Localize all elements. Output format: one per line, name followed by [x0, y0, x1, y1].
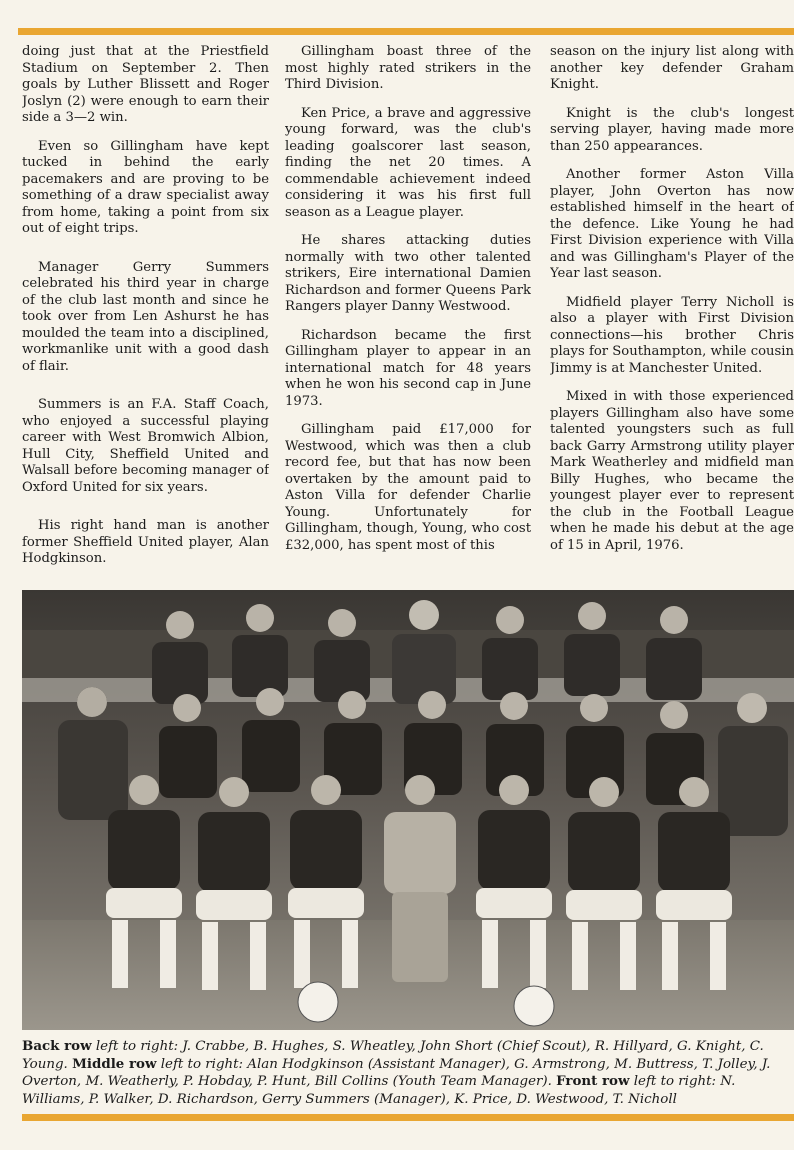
caption-front-row-names: left to right: N. Williams, P. Walker, D. Richardson, Gerry Summers (Manager), K. Price, D. Westwood, T. Nicholl — [22, 1074, 736, 1107]
paragraph: Knight is the club's longest serving player, having made more than 250 appearances. — [550, 105, 794, 154]
paragraph: season on the injury list along with another key defender Graham Knight. — [550, 44, 794, 92]
caption-back-row-label: Back row — [22, 1038, 92, 1054]
photo-caption — [22, 1038, 794, 1108]
caption-front-row-label: Front row — [556, 1073, 630, 1089]
paragraph: His right hand man is another former Sheffield United player, Alan Hodgkinson. — [22, 518, 269, 566]
paragraph: Mixed in with those experienced players Gillingham also have some talented youngsters such as full back Garry Armstrong utility player Mark Weatherley and midfield man Billy Hughes, who became the youngest player ever to represent the club in the Football League when he made his debut at the age of 15 in April, 1976. — [550, 389, 794, 553]
paragraph: Midfield player Terry Nicholl is also a player with First Division connections—his brother Chris plays for Southampton, while cousin Jimmy is at Manchester United. — [550, 294, 794, 376]
paragraph: Ken Price, a brave and aggressive young forward, was the club's leading goalscorer last season, finding the net 20 times. A commendable achievement indeed considering it was his first full season as a League player. — [285, 105, 531, 220]
paragraph: Gillingham boast three of the most highly rated strikers in the Third Division. — [285, 44, 531, 92]
team-photo-illustration — [22, 590, 794, 1030]
paragraph: Richardson became the first Gillingham player to appear in an international match for 48 years when he won his second cap in June 1973. — [285, 327, 531, 409]
caption-middle-row-label: Middle row — [72, 1055, 157, 1072]
paragraph: Summers is an F.A. Staff Coach, who enjoyed a successful playing career with West Bromwich Albion, Hull City, Sheffield United and Walsall before becoming manager of Oxford United for six years. — [22, 397, 269, 495]
article-column-3 — [550, 44, 794, 589]
paragraph: Even so Gillingham have kept tucked in behind the early pacemakers and are proving to be something of a draw specialist away from home, taking a point from six out of eight trips. — [22, 138, 269, 236]
article-column-1 — [22, 44, 269, 589]
caption-back-row-names: left to right: J. Crabbe, B. Hughes, S. Wheatley, John Short (Chief Scout), R. Hillyard, G. Knight, C. Young. — [22, 1039, 764, 1072]
bottom-accent-rule — [22, 1114, 794, 1121]
paragraph: Manager Gerry Summers celebrated his third year in charge of the club last month and since he took over from Len Ashurst he has moulded the team into a disciplined, workmanlike unit with a good dash of flair. — [22, 259, 269, 374]
paragraph: doing just that at the Priestfield Stadium on September 2. Then goals by Luther Blissett and Roger Joslyn (2) were enough to earn their side a 3—2 win. — [22, 44, 269, 125]
paragraph: Gillingham paid £17,000 for Westwood, which was then a club record fee, but that has now been overtaken by the amount paid to Aston Villa for defender Charlie Young. Unfortunately for Gillingham, though, Young, who cost £32,000, has spent most of this — [285, 422, 531, 553]
top-accent-rule — [18, 28, 794, 35]
paragraph: Another former Aston Villa player, John Overton has now established himself in the heart of the defence. Like Young he had First Division experience with Villa and was Gillingham's Player of the Year last season. — [550, 167, 794, 281]
team-photo — [22, 590, 794, 1030]
paragraph: He shares attacking duties normally with two other talented strikers, Eire international Damien Richardson and former Queens Park Rangers player Danny Westwood. — [285, 233, 531, 314]
article-columns — [22, 44, 794, 589]
article-column-2 — [285, 44, 531, 589]
caption-middle-row-names: left to right: Alan Hodgkinson (Assistant Manager), G. Armstrong, M. Buttress, T. Jolley, J. Overton, M. Weatherly, P. Hobday, P. Hunt, Bill Collins (Youth Team Manager). — [22, 1056, 771, 1089]
